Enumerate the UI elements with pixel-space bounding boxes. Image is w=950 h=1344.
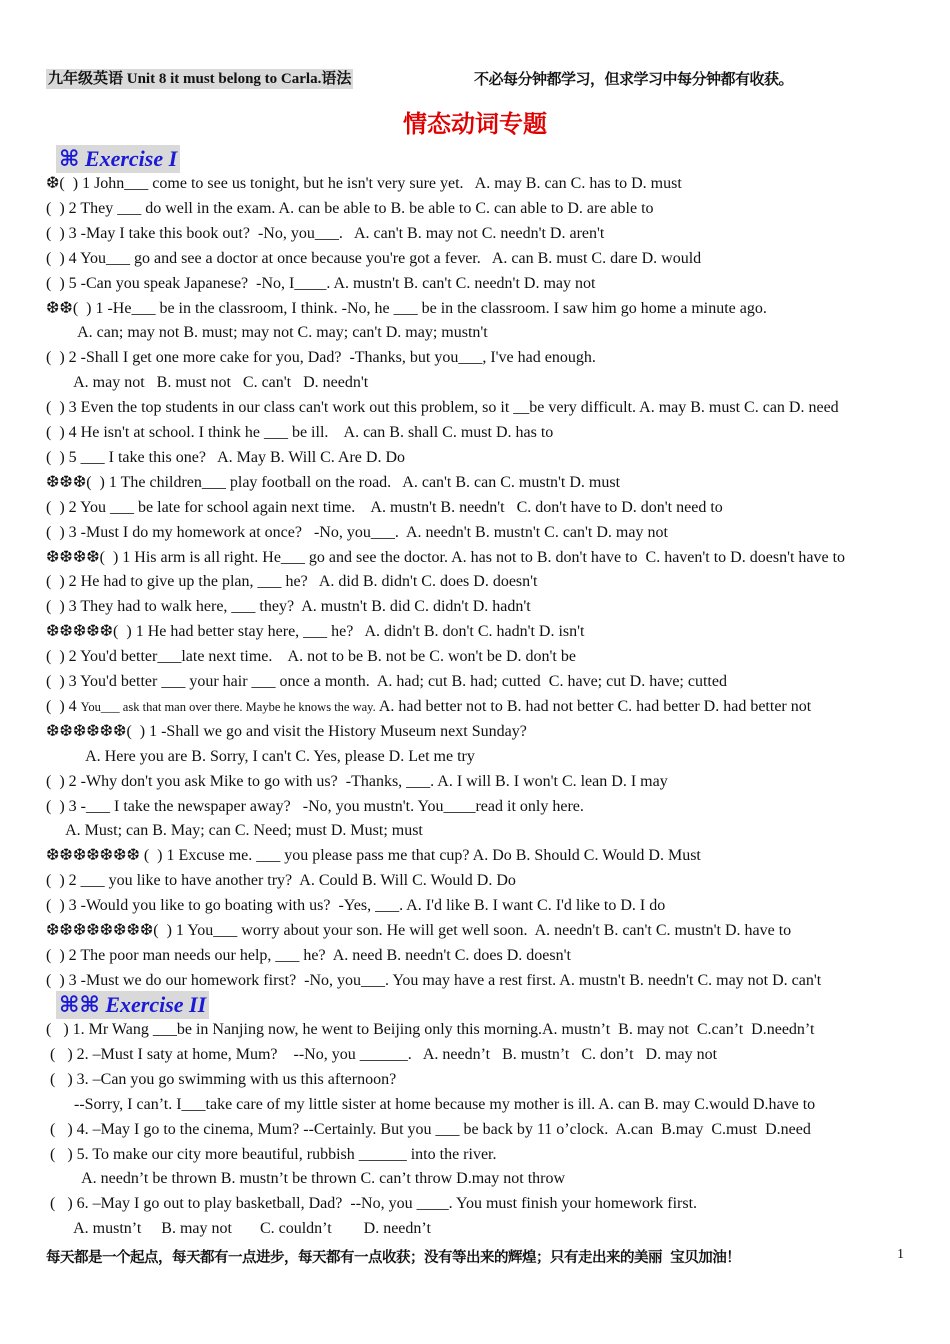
exercise-1-question-line: ❆❆❆❆❆( ) 1 He had better stay here, ___ he? A. didn't B. don't C. hadn't D. isn't bbox=[46, 623, 585, 640]
exercise-1-question-line: ( ) 2 He had to give up the plan, ___ he? A. did B. didn't C. does D. doesn't bbox=[46, 573, 538, 590]
exercise-2-question-line: ( ) 6. –May I go out to play basketball, Dad? --No, you ____. You must finish your homework first. bbox=[46, 1195, 698, 1212]
exercise-2-title: ⌘⌘ Exercise II bbox=[56, 991, 209, 1019]
exercise-1-question-line: ( ) 3 Even the top students in our class can't work out this problem, so it __be very difficult. A. may B. must C. can D. need bbox=[46, 399, 839, 416]
exercise-1-question-line: ( ) 2 You ___ be late for school again next time. A. mustn't B. needn't C. don't have to D. don't need to bbox=[46, 499, 723, 516]
header-motto: 不必每分钟都学习，但求学习中每分钟都有收获。 bbox=[474, 70, 794, 88]
exercise-1-question-line: ( ) 4 He isn't at school. I think he ___ be ill. A. can B. shall C. must D. has to bbox=[46, 424, 554, 441]
exercise-2-question-line: ( ) 1. Mr Wang ___be in Nanjing now, he went to Beijing only this morning.A. mustn’t B. may not C.can’t D.needn’t bbox=[46, 1021, 815, 1038]
exercise-1-question-line: ❆❆❆❆❆❆( ) 1 -Shall we go and visit the History Museum next Sunday? bbox=[46, 723, 527, 740]
footer-motto: 每天都是一个起点，每天都有一点进步，每天都有一点收获；没有等出来的辉煌；只有走出来的美丽 宝贝加油！ bbox=[46, 1250, 741, 1266]
exercise-1-question-line: ( ) 4 You___ go and see a doctor at once because you're got a fever. A. can B. must C. dare D. would bbox=[46, 250, 702, 267]
exercise-1-question-line: ❆❆❆❆( ) 1 His arm is all right. He___ go and see the doctor. A. has not to B. don't have to C. haven't to D. doesn't have to bbox=[46, 549, 846, 566]
exercise-1-title: ⌘ Exercise I bbox=[56, 145, 180, 173]
question-number: ( ) 4 bbox=[46, 698, 81, 715]
exercise-1-question-line: ( ) 5 -Can you speak Japanese? -No, I____. A. mustn't B. can't C. needn't D. may not bbox=[46, 275, 596, 292]
exercise-1-question-line: ❆❆( ) 1 -He___ be in the classroom, I think. -No, he ___ be in the classroom. I saw him go home a minute ago. bbox=[46, 300, 767, 317]
page-number: 1 bbox=[897, 1247, 904, 1262]
question-stem-small: You___ ask that man over there. Maybe he knows the way. bbox=[80, 700, 376, 714]
page-title: 情态动词专题 bbox=[403, 110, 547, 138]
exercise-1-question-line: ( ) 3 You'd better ___ your hair ___ once a month. A. had; cut B. had; cutted C. have; cut D. have; cutted bbox=[46, 673, 727, 690]
exercise-2-question-line: A. needn’t be thrown B. mustn’t be thrown C. can’t throw D.may not throw bbox=[46, 1170, 566, 1187]
exercise-1-question-line: A. may not B. must not C. can't D. needn't bbox=[46, 374, 369, 391]
exercise-1-question-line: A. can; may not B. must; may not C. may; can't D. may; mustn't bbox=[46, 324, 488, 341]
exercise-1-question-line: ( ) 2 They ___ do well in the exam. A. can be able to B. be able to C. can able to D. are able to bbox=[46, 200, 654, 217]
exercise-2-question-line: A. mustn’t B. may not C. couldn’t D. needn’t bbox=[46, 1220, 431, 1237]
exercise-1-question-line: ❆❆❆❆❆❆❆❆( ) 1 You___ worry about your son. He will get well soon. A. needn't B. can't C. mustn't D. have to bbox=[46, 922, 792, 939]
exercise-1-question-line: ( ) 5 ___ I take this one? A. May B. Will C. Are D. Do bbox=[46, 449, 406, 466]
exercise-1-question-line: A. Must; can B. May; can C. Need; must D. Must; must bbox=[46, 822, 423, 839]
header-course-title: 九年级英语 Unit 8 it must belong to Carla.语法 bbox=[48, 71, 352, 87]
exercise-1-question-line: ( ) 2 -Shall I get one more cake for you, Dad? -Thanks, but you___, I've had enough. bbox=[46, 349, 596, 366]
exercise-1-question-line: ❆❆❆❆❆❆❆ ( ) 1 Excuse me. ___ you please pass me that cup? A. Do B. Should C. Would D. Must bbox=[46, 847, 701, 864]
exercise-1-question-line: ( ) 3 -Must I do my homework at once? -No, you___. A. needn't B. mustn't C. can't D. may not bbox=[46, 524, 668, 541]
exercise-1-question-line: A. Here you are B. Sorry, I can't C. Yes, please D. Let me try bbox=[46, 748, 475, 765]
question-options: A. had better not to B. had not better C. had better D. had better not bbox=[375, 698, 812, 715]
exercise-1-question-line: ( ) 3 -___ I take the newspaper away? -No, you mustn't. You____read it only here. bbox=[46, 798, 584, 815]
exercise-1-question-line: ( ) 3 -Must we do our homework first? -No, you___. You may have a rest first. A. mustn't B. needn't C. may not D. can't bbox=[46, 972, 822, 989]
exercise-2-question-line: ( ) 3. –Can you go swimming with us this afternoon? bbox=[46, 1071, 397, 1088]
exercise-2-question-line: ( ) 5. To make our city more beautiful, rubbish ______ into the river. bbox=[46, 1146, 497, 1163]
exercise-2-question-line: ( ) 2. –Must I saty at home, Mum? --No, you ______. A. needn’t B. mustn’t C. don’t D. may not bbox=[46, 1046, 718, 1063]
exercise-1-question-line: ( ) 2 -Why don't you ask Mike to go with us? -Thanks, ___. A. I will B. I won't C. lean D. I may bbox=[46, 773, 668, 790]
exercise-2-question-line: ( ) 4. –May I go to the cinema, Mum? --Certainly. But you ___ be back by 11 o’clock. A.can B.may C.must D.need bbox=[46, 1121, 811, 1138]
exercise-1-question-line: ( ) 2 The poor man needs our help, ___ he? A. need B. needn't C. does D. doesn't bbox=[46, 947, 571, 964]
exercise-1-question-line: ( ) 2 You'd better___late next time. A. not to be B. not be C. won't be D. don't be bbox=[46, 648, 576, 665]
exercise-1-question-line: ❆( ) 1 John___ come to see us tonight, but he isn't very sure yet. A. may B. can C. has to D. must bbox=[46, 175, 682, 192]
exercise-1-question-line: ( ) 3 They had to walk here, ___ they? A. mustn't B. did C. didn't D. hadn't bbox=[46, 598, 531, 615]
exercise-1-question-line bbox=[46, 696, 811, 718]
exercise-2-question-line: --Sorry, I can’t. I___take care of my little sister at home because my mother is ill. A. can B. may C.would D.have to bbox=[46, 1096, 816, 1113]
exercise-1-question-line: ( ) 3 -Would you like to go boating with us? -Yes, ___. A. I'd like B. I want C. I'd like to D. I do bbox=[46, 897, 666, 914]
exercise-1-question-line: ❆❆❆( ) 1 The children___ play football on the road. A. can't B. can C. mustn't D. must bbox=[46, 474, 621, 491]
exercise-1-question-line: ( ) 2 ___ you like to have another try? A. Could B. Will C. Would D. Do bbox=[46, 872, 516, 889]
exercise-1-question-line: ( ) 3 -May I take this book out? -No, you___. A. can't B. may not C. needn't D. aren't bbox=[46, 225, 605, 242]
